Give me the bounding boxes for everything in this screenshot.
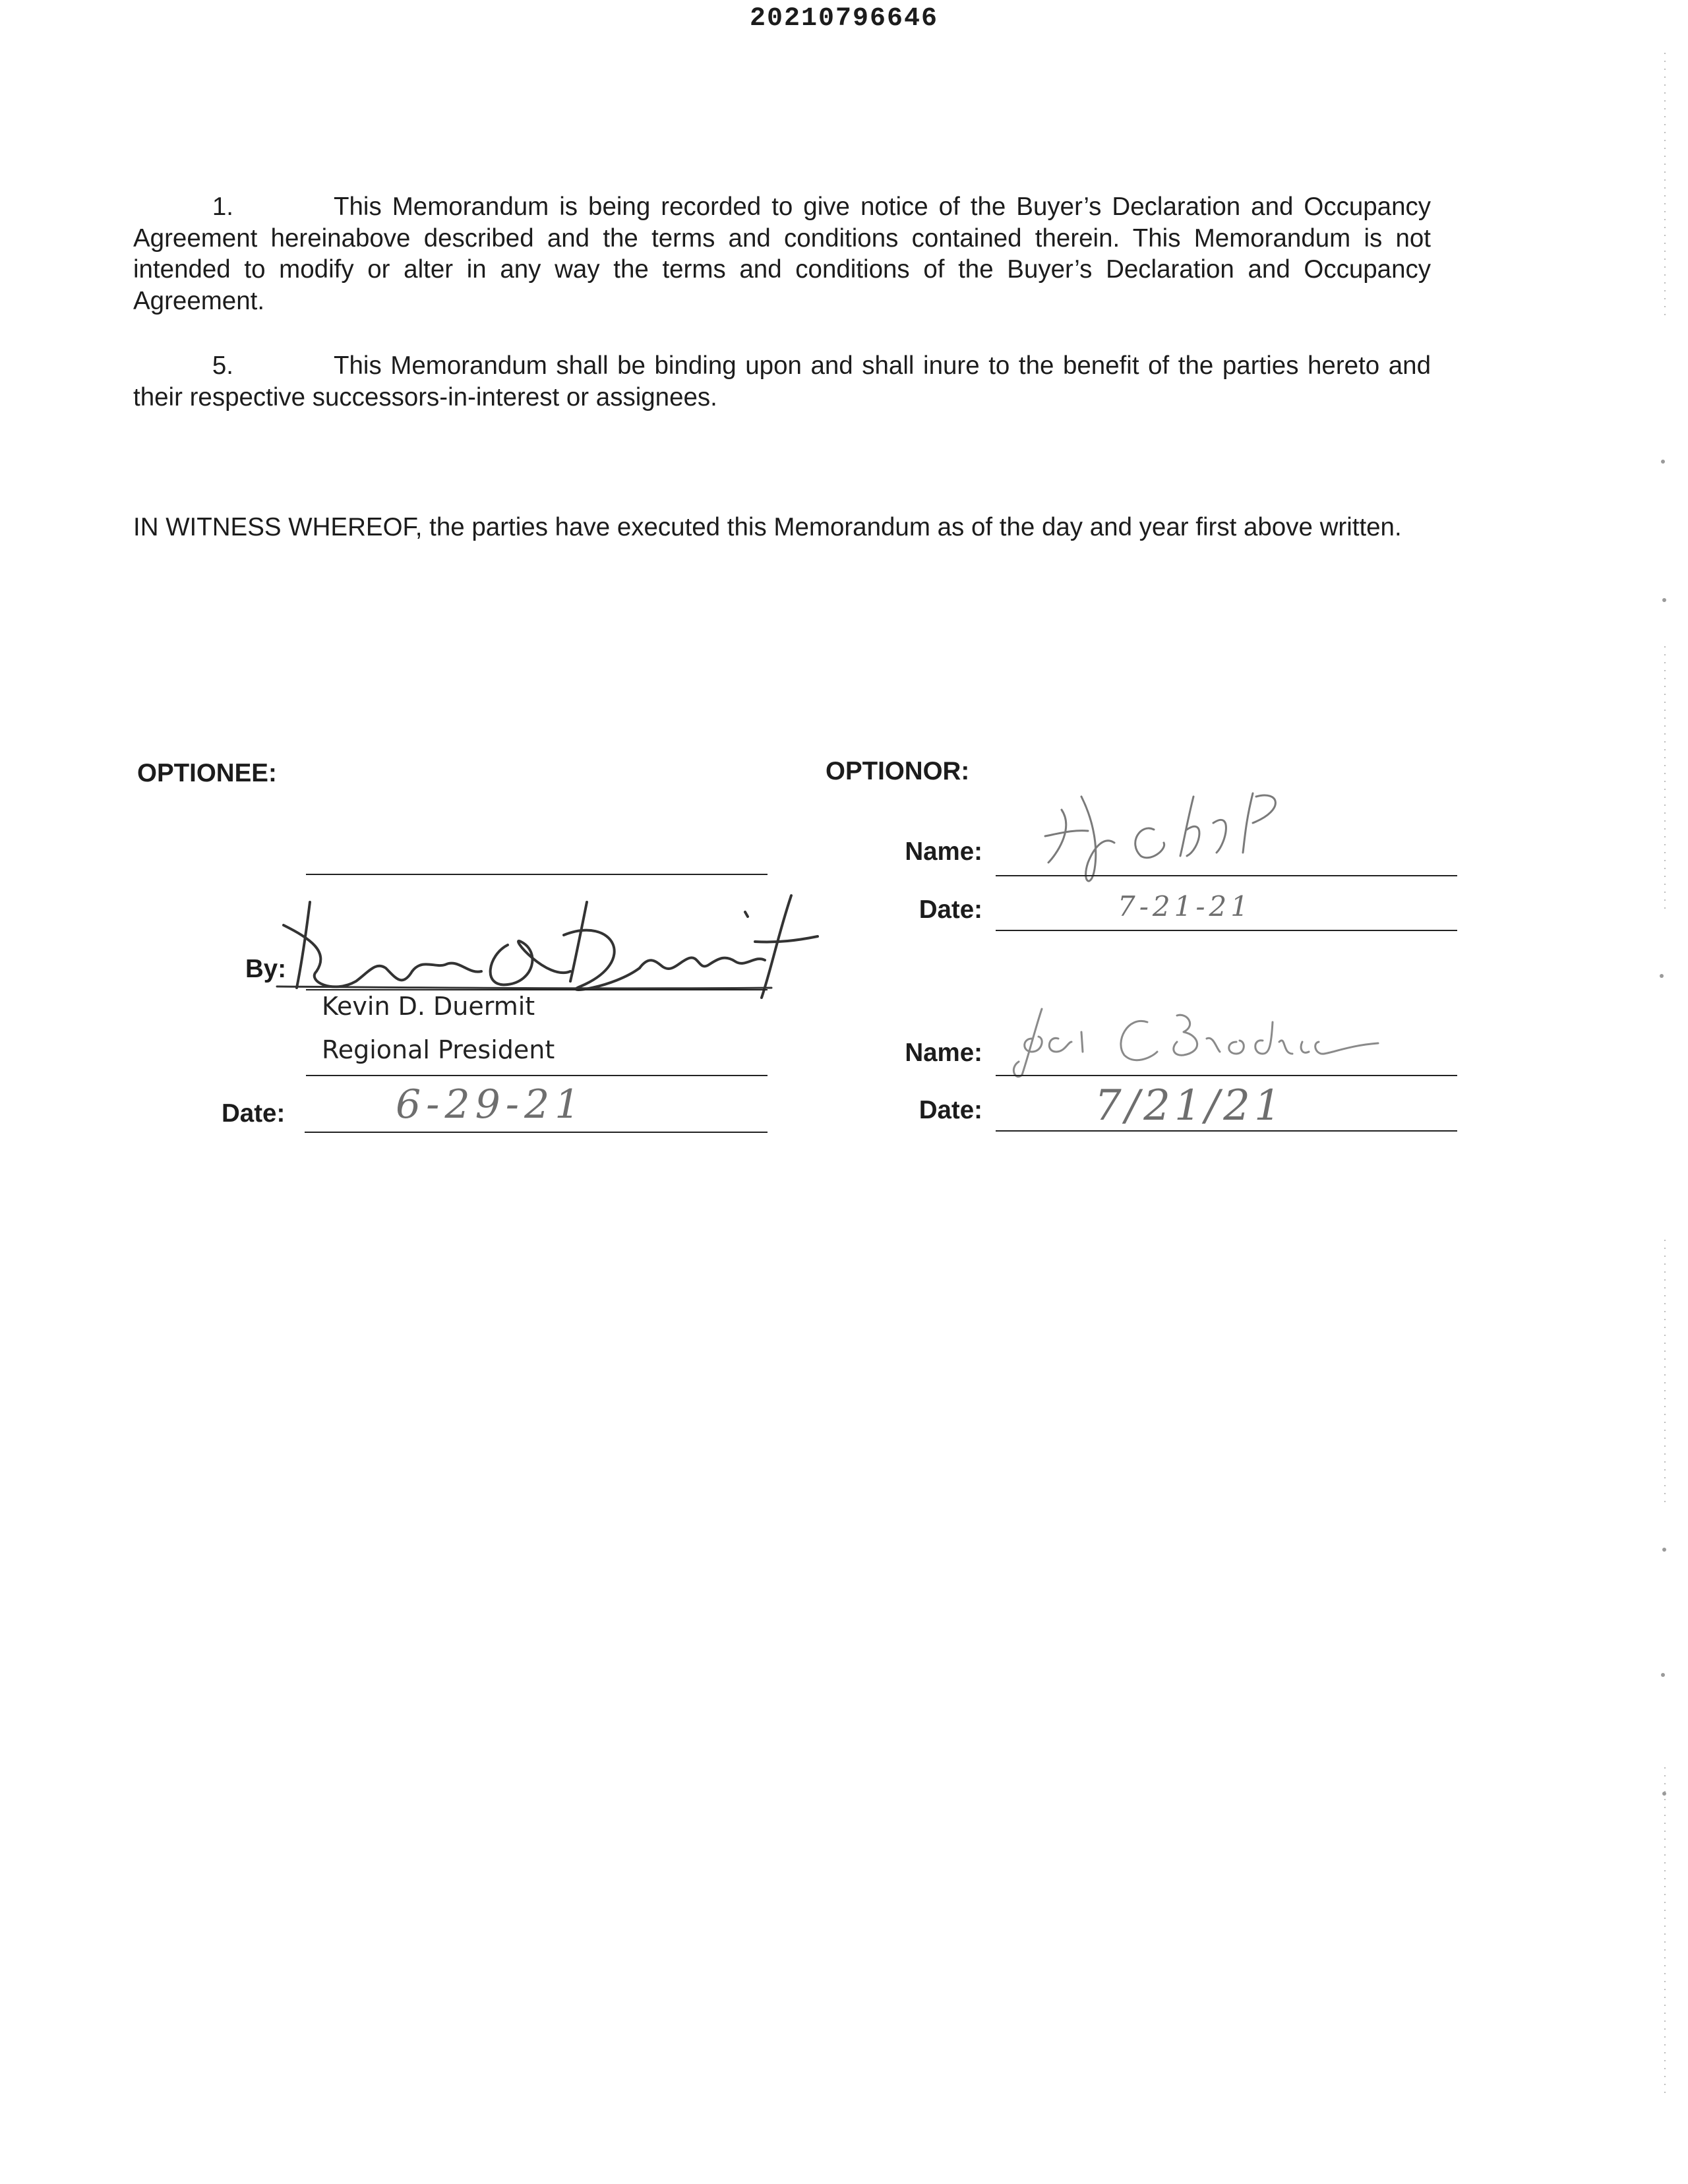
signer-name: Kevin D. Duermit [322, 992, 535, 1021]
optionee-date-line [305, 1132, 768, 1133]
paragraph-number: 5. [212, 351, 233, 380]
title-line [306, 1075, 768, 1076]
paragraph-text: This Memorandum is being recorded to give notice of the Buyer’s Declaration and Occupancy Agreement hereinabove described and the terms and conditions contained therein. This Memorandum is not intended to modify or alter in any way the terms and conditions of the Buyer’s Declaration and Occupancy Agreement. [133, 193, 1431, 315]
optionee-date-label: Date: [222, 1099, 286, 1128]
optionor-name-label-1: Name: [905, 837, 982, 866]
optionor-signature-1 [1035, 783, 1312, 895]
optionor-name-line-1 [996, 875, 1457, 876]
optionee-date-handwritten: 6-29-21 [396, 1081, 586, 1128]
signer-title: Regional President [322, 1035, 555, 1064]
optionor-date-label-2: Date: [919, 1096, 982, 1124]
optionor-date-label-1: Date: [919, 895, 982, 924]
optionor-name-label-2: Name: [905, 1039, 982, 1067]
optionee-heading: OPTIONEE: [137, 759, 277, 787]
optionee-blank-line [306, 874, 768, 875]
optionee-signature [270, 889, 824, 1001]
paragraph-5 [133, 350, 1431, 413]
signature-line [306, 989, 768, 990]
optionor-signature-2 [1009, 1002, 1404, 1081]
optionor-name-line-2 [996, 1075, 1457, 1076]
optionor-date-line-2 [996, 1130, 1457, 1132]
optionor-heading: OPTIONOR: [826, 757, 970, 785]
paragraph-1 [133, 191, 1431, 317]
optionor-date-handwritten-1: 7-21-21 [1118, 890, 1252, 923]
scan-edge-artifacts [1655, 53, 1675, 2130]
optionor-date-handwritten-2: 7/21/21 [1095, 1081, 1285, 1130]
by-label: By: [245, 955, 287, 983]
witness-clause: IN WITNESS WHEREOF, the parties have executed this Memorandum as of the day and year first above written. [133, 513, 1402, 541]
paragraph-number: 1. [212, 193, 233, 221]
document-number: 20210796646 [749, 4, 939, 34]
paragraph-text: This Memorandum shall be binding upon and shall inure to the benefit of the parties hereto and their respective successors-in-interest or assignees. [133, 351, 1431, 411]
optionor-date-line-1 [996, 930, 1457, 931]
